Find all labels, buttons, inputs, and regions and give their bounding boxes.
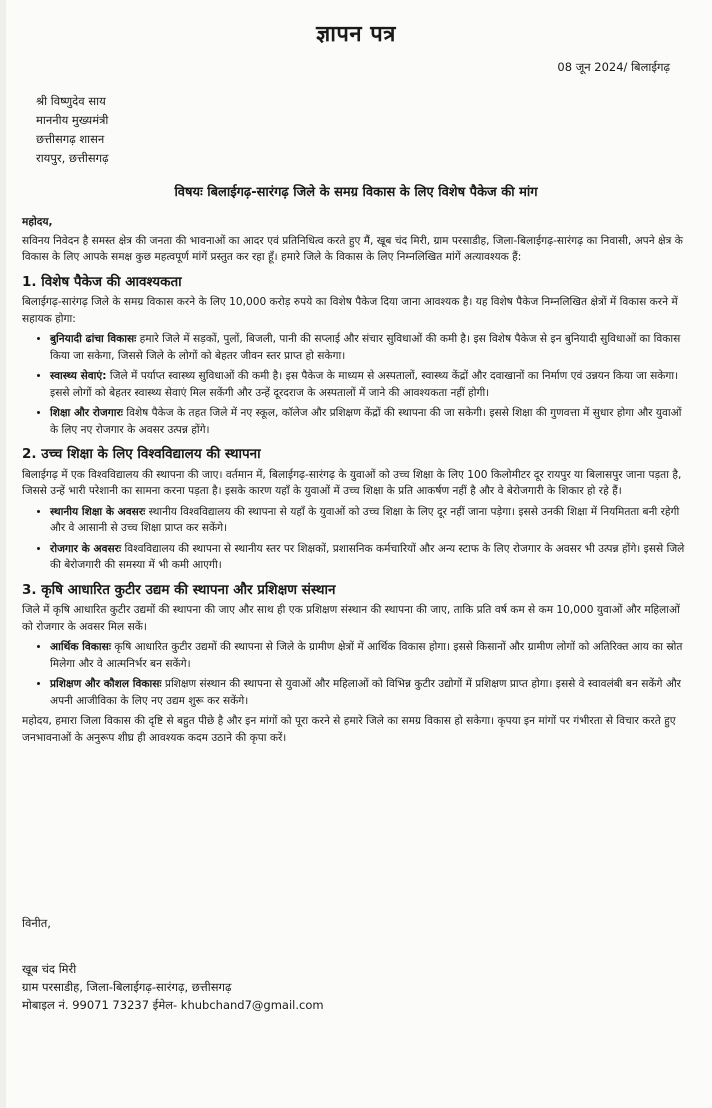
list-item	[50, 368, 692, 401]
intro-paragraph: सविनय निवेदन है समस्त क्षेत्र की जनता की भावनाओं का आदर एवं प्रतिनिधित्व करते हुए मैं, खूब चंद मिरी, ग्राम परसाडीह, जिला-बिलाईगढ़-सारंगढ़ का निवासी, अपने क्षेत्र के विकास के लिए आपके समक्ष कुछ महत्वपूर्ण मांगें प्रस्तुत कर रहा हूँ। हमारे जिले के विकास के लिए निम्नलिखित मांगें अत्यावश्यक हैं:	[22, 234, 683, 263]
bullet-list	[22, 504, 692, 574]
bullet-text: हमारे जिले में सड़कों, पुलों, बिजली, पानी की सप्लाई और संचार सुविधाओं की कमी है। इस विशेष पैकेज से इन बुनियादी सुविधाओं का विकास किया जा सकेगा, जिससे जिले के लोगों को बेहतर जीवन स्तर प्राप्त हो सकेगा।	[50, 333, 681, 362]
subject-line: विषयः बिलाईगढ़-सारंगढ़ जिले के समग्र विकास के लिए विशेष पैकेज की मांग	[174, 185, 538, 200]
bullet-list	[22, 639, 692, 709]
section-paragraph: बिलाईगढ़ में एक विश्वविद्यालय की स्थापना की जाए। वर्तमान में, बिलाईगढ़-सारंगढ़ के युवाओं को उच्च शिक्षा के लिए 100 किलोमीटर दूर रायपुर या बिलासपुर जाना पड़ता है, जिससे उन्हें भारी परेशानी का सामना करना पड़ता है। इसके कारण यहाँ के युवाओं में उच्च शिक्षा के प्रति आकर्षण नहीं है और वे बेरोजगारी के शिकार हो रहे हैं।	[22, 468, 682, 497]
section-2	[22, 446, 692, 574]
bullet-label: स्थानीय शिक्षा के अवसरः	[50, 505, 146, 518]
bullet-label: रोजगार के अवसरः	[50, 542, 122, 555]
bullet-label: आर्थिक विकासः	[50, 641, 111, 653]
section-heading: 2. उच्च शिक्षा के लिए विश्वविद्यालय की स्थापना	[22, 446, 261, 462]
list-item	[50, 331, 692, 364]
bullet-text: विश्वविद्यालय की स्थापना से स्थानीय स्तर पर शिक्षकों, प्रशासनिक कर्मचारियों और अन्य स्टाफ के लिए रोजगार के अवसर भी उत्पन्न होंगे। इससे जिले की बेरोजगारी की समस्या में भी कमी आएगी।	[50, 542, 685, 571]
bullet-text: स्थानीय विश्वविद्यालय की स्थापना से यहाँ के युवाओं को उच्च शिक्षा के लिए दूर नहीं जाना पड़ेगा। इससे उनकी शिक्षा में नियमितता बनी रहेगी और वे आसानी से उच्च शिक्षा प्राप्त कर सकेंगे।	[50, 505, 680, 534]
list-item	[50, 676, 692, 709]
regards: विनीत,	[22, 916, 51, 930]
bullet-label: बुनियादी ढांचा विकासः	[50, 333, 137, 345]
sender-address: ग्राम परसाडीह, जिला-बिलाईगढ़-सारंगढ़, छत्तीसगढ़	[22, 980, 232, 994]
bullet-text: कृषि आधारित कुटीर उद्यमों की स्थापना से जिले के ग्रामीण क्षेत्रों में आर्थिक विकास होगा। इससे किसानों और ग्रामीण लोगों को अतिरिक्त आय का स्रोत मिलेगा और वे आत्मनिर्भर बन सकेंगे।	[50, 641, 683, 670]
bullet-text: जिले में पर्याप्त स्वास्थ्य सुविधाओं की कमी है। इस पैकेज के माध्यम से अस्पतालों, स्वास्थ्य केंद्रों और दवाखानों का निर्माण एवं उन्नयन किया जा सकेगा। इससे लोगों को बेहतर स्वास्थ्य सेवाएं मिल सकेंगी और उन्हें दूरदराज के अस्पतालों में जाने की आवश्यकता नहीं होगी।	[50, 370, 679, 399]
scan-edge	[0, 0, 6, 1108]
list-item	[50, 405, 692, 438]
sender-name: खूब चंद मिरी	[22, 962, 77, 976]
bullet-label: स्वास्थ्य सेवाएं:	[50, 370, 107, 382]
salutation: महोदय,	[22, 216, 53, 228]
document-title: ज्ञापन पत्र	[316, 22, 396, 47]
bullet-label: प्रशिक्षण और कौशल विकासः	[50, 678, 162, 690]
section-paragraph: बिलाईगढ़-सारंगढ़ जिले के समग्र विकास करने के लिए 10,000 करोड़ रुपये का विशेष पैकेज दिया जाना आवश्यक है। यह विशेष पैकेज निम्नलिखित क्षेत्रों में विकास करने में सहायक होगा:	[22, 296, 678, 325]
address-line: रायपुर, छत्तीसगढ़	[36, 151, 109, 165]
bullet-text: विशेष पैकेज के तहत जिले में नए स्कूल, कॉलेज और प्रशिक्षण केंद्रों की स्थापना की जा सकेगी। इससे शिक्षा की गुणवत्ता में सुधार होगा और युवाओं के लिए नए रोजगार के अवसर उत्पन्न होंगे।	[50, 407, 682, 436]
date-place: 08 जून 2024/ बिलाईगढ़	[557, 60, 670, 74]
section-heading: 1. विशेष पैकेज की आवश्यकता	[22, 273, 182, 290]
recipient-address	[36, 92, 109, 168]
signature-block	[22, 914, 324, 1014]
list-item	[50, 504, 692, 537]
letter-body	[22, 214, 692, 746]
bullet-label: शिक्षा और रोजगारः	[50, 407, 123, 419]
closing-paragraph: महोदय, हमारा जिला विकास की दृष्टि से बहुत पीछे है और इन मांगों को पूरा करने से हमारे जिले का समग्र विकास हो सकेगा। कृपया इन मांगों पर गंभीरता से विचार करते हुए जनभावनाओं के अनुरूप शीघ्र ही आवश्यक कदम उठाने की कृपा करें।	[22, 715, 676, 744]
bullet-list	[22, 331, 692, 438]
address-line: माननीय मुख्यमंत्री	[36, 113, 109, 127]
address-line: श्री विष्णुदेव साय	[36, 94, 106, 108]
section-3	[22, 582, 692, 710]
bullet-text: प्रशिक्षण संस्थान की स्थापना से युवाओं और महिलाओं को विभिन्न कुटीर उद्योगों में प्रशिक्षण प्राप्त होगा। इससे वे स्वावलंबी बन सकेंगे और अपनी आजीविका के लिए नए उद्यम शुरू कर सकेंगे।	[50, 678, 682, 707]
sender-contact: मोबाइल नं. 99071 73237 ईमेल- khubchand7@gmail.com	[22, 998, 324, 1012]
list-item	[50, 639, 692, 672]
address-line: छत्तीसगढ़ शासन	[36, 132, 105, 146]
section-heading: 3. कृषि आधारित कुटीर उद्यम की स्थापना और प्रशिक्षण संस्थान	[22, 581, 336, 598]
list-item	[50, 541, 692, 574]
section-1	[22, 274, 692, 439]
section-paragraph: जिले में कृषि आधारित कुटीर उद्यमों की स्थापना की जाए और साथ ही एक प्रशिक्षण संस्थान की स्थापना की जाए, ताकि प्रति वर्ष कम से कम 10,000 युवाओं और महिलाओं को रोजगार के अवसर मिल सकें।	[22, 604, 680, 633]
